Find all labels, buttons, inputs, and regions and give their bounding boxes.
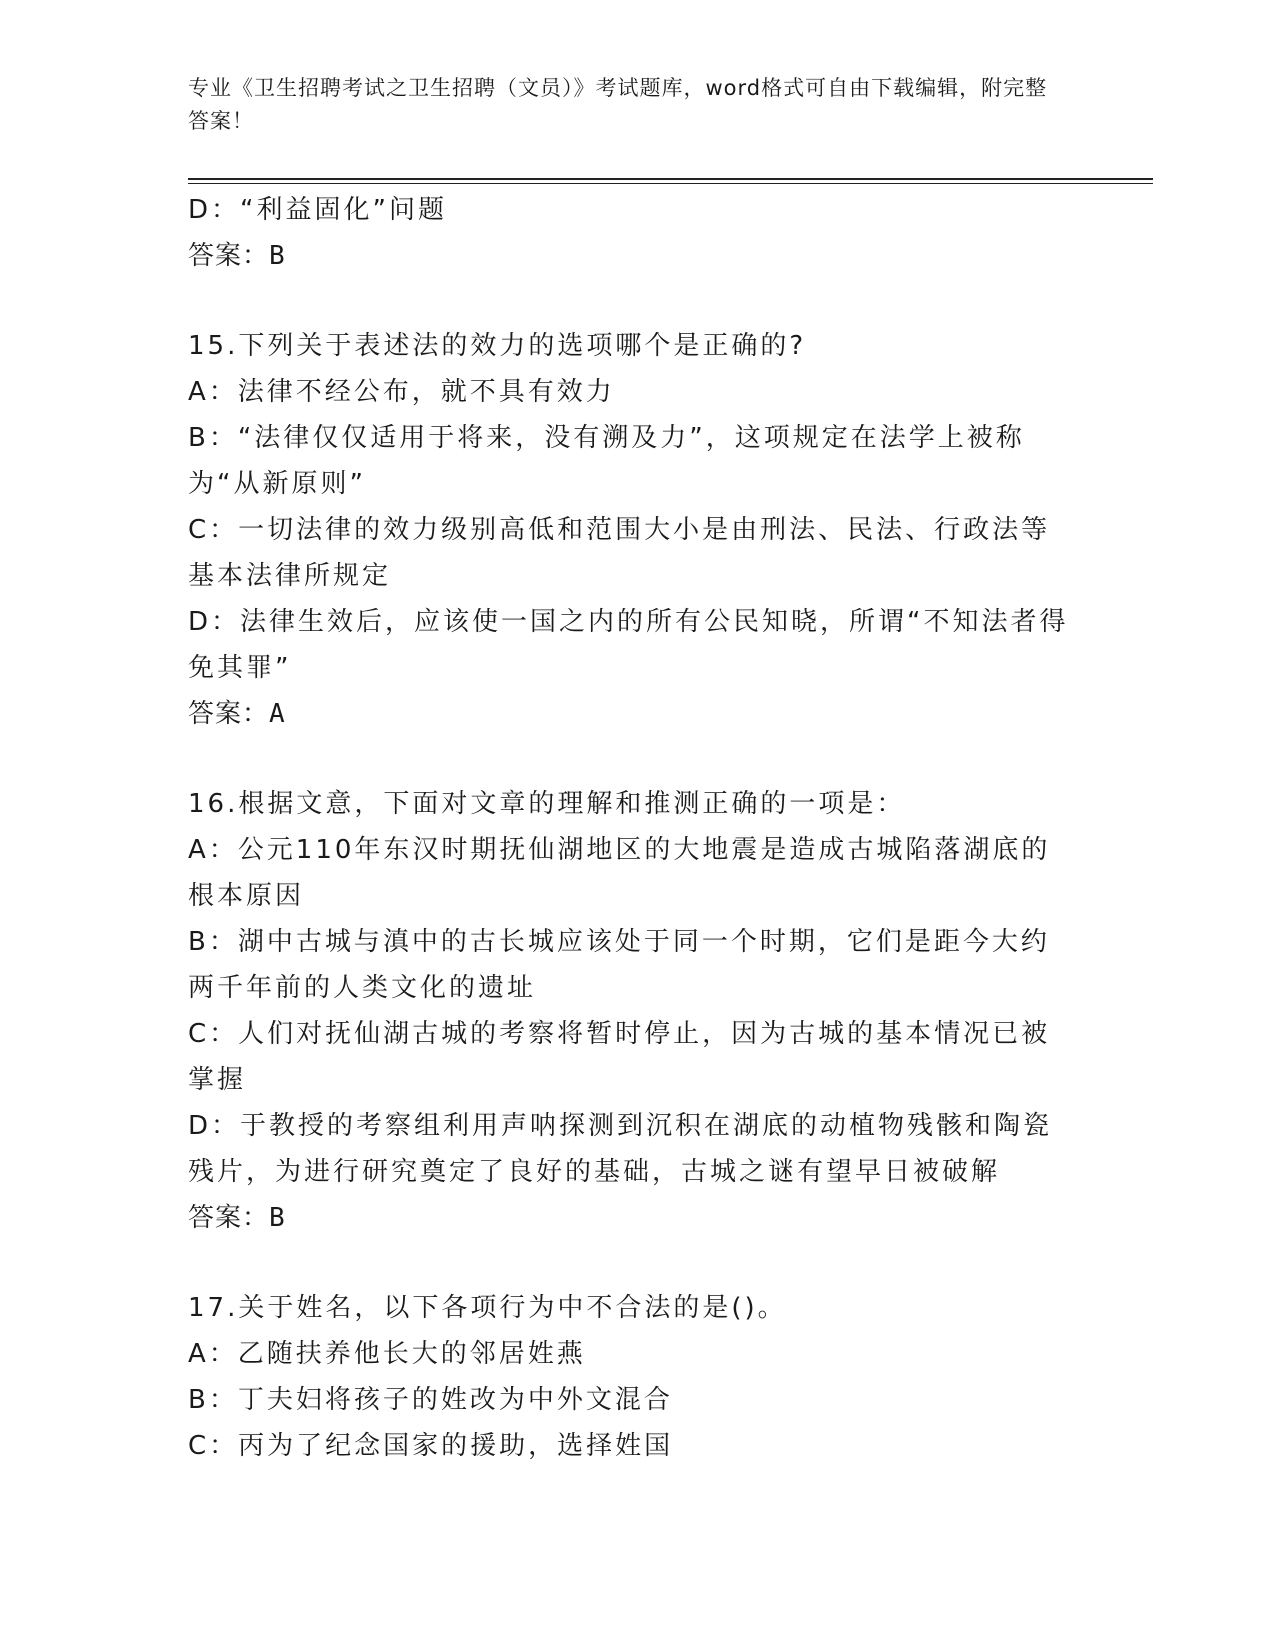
spacer xyxy=(188,1241,1078,1285)
document-body xyxy=(188,187,1078,1469)
answer-label: 答案： xyxy=(188,1203,270,1233)
question-stem: 15.下列关于表述法的效力的选项哪个是正确的? xyxy=(188,331,807,361)
question-17 xyxy=(188,1285,1078,1469)
option-a: A：乙随扶养他长大的邻居姓燕 xyxy=(188,1339,586,1369)
document-header: 专业《卫生招聘考试之卫生招聘（文员）》考试题库，word格式可自由下载编辑，附完整答案！ xyxy=(188,76,1048,133)
option-d: D：“利益固化”问题 xyxy=(188,195,447,225)
answer-label: 答案： xyxy=(188,699,270,729)
header-divider-thin xyxy=(188,183,1153,184)
option-c: C：一切法律的效力级别高低和范围大小是由刑法、民法、行政法等基本法律所规定 xyxy=(188,515,1051,591)
option-c: C：丙为了纪念国家的援助，选择姓国 xyxy=(188,1431,674,1461)
answer-value: A xyxy=(269,699,286,729)
option-b: B：丁夫妇将孩子的姓改为中外文混合 xyxy=(188,1385,673,1415)
header-divider-thick xyxy=(188,178,1153,180)
option-d: D：法律生效后，应该使一国之内的所有公民知晓，所谓“不知法者得免其罪” xyxy=(188,607,1069,683)
option-b: B：湖中古城与滇中的古长城应该处于同一个时期，它们是距今大约两千年前的人类文化的遗址 xyxy=(188,927,1050,1003)
previous-question-tail xyxy=(188,187,1078,279)
option-b: B：“法律仅仅适用于将来，没有溯及力”，这项规定在法学上被称为“从新原则” xyxy=(188,423,1025,499)
answer-value: B xyxy=(269,241,286,271)
question-15 xyxy=(188,323,1078,737)
answer-line xyxy=(188,1195,1078,1241)
answer-value: B xyxy=(269,1203,286,1233)
option-c: C：人们对抚仙湖古城的考察将暂时停止，因为古城的基本情况已被掌握 xyxy=(188,1019,1051,1095)
question-stem: 16.根据文意，下面对文章的理解和推测正确的一项是： xyxy=(188,789,906,819)
option-a: A：法律不经公布，就不具有效力 xyxy=(188,377,615,407)
spacer xyxy=(188,737,1078,781)
spacer xyxy=(188,279,1078,323)
answer-line xyxy=(188,691,1078,737)
question-stem: 17.关于姓名，以下各项行为中不合法的是()。 xyxy=(188,1293,787,1323)
option-d: D：于教授的考察组利用声呐探测到沉积在湖底的动植物残骸和陶瓷残片，为进行研究奠定了良好的基础，古城之谜有望早日被破解 xyxy=(188,1111,1053,1187)
answer-line xyxy=(188,233,1078,279)
question-16 xyxy=(188,781,1078,1241)
answer-label: 答案： xyxy=(188,241,270,271)
option-a: A：公元110年东汉时期抚仙湖地区的大地震是造成古城陷落湖底的根本原因 xyxy=(188,835,1051,911)
